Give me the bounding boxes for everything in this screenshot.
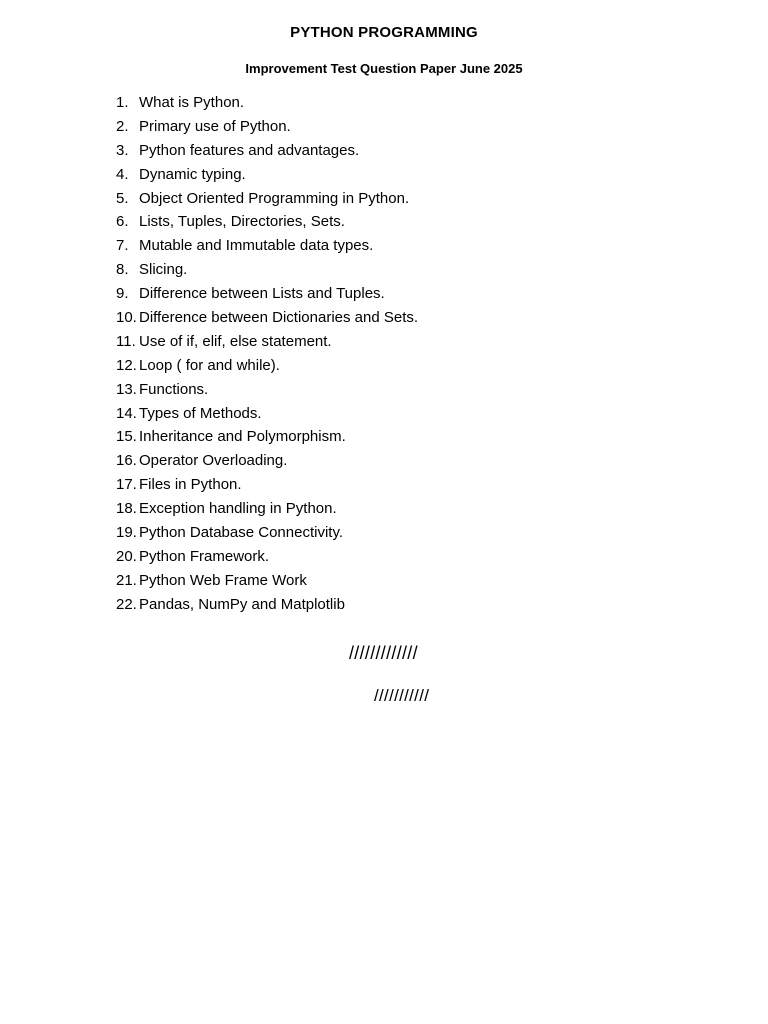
question-item — [116, 332, 418, 356]
question-item — [116, 141, 418, 165]
question-text: Primary use of Python. — [139, 117, 291, 135]
end-mark-short: /////////// — [374, 686, 430, 705]
question-item — [116, 595, 418, 619]
question-text: Python features and advantages. — [139, 141, 360, 159]
question-item — [116, 308, 418, 332]
question-item — [116, 404, 418, 428]
question-number: 3. — [116, 141, 129, 159]
question-text: Python Web Frame Work — [139, 571, 307, 589]
question-item — [116, 356, 418, 380]
question-text: Python Database Connectivity. — [139, 524, 344, 542]
question-number: 15. — [116, 428, 137, 446]
question-item — [116, 165, 418, 189]
question-text: Difference between Lists and Tuples. — [139, 285, 385, 303]
question-item — [116, 284, 418, 308]
question-text: Exception handling in Python. — [139, 500, 337, 518]
question-number: 9. — [116, 285, 129, 303]
question-number: 17. — [116, 476, 137, 494]
question-number: 21. — [116, 571, 137, 589]
question-text: Loop ( for and while). — [139, 356, 280, 374]
question-number: 1. — [116, 94, 129, 111]
question-number: 6. — [116, 213, 129, 231]
question-item — [116, 260, 418, 284]
question-number: 8. — [116, 261, 129, 279]
question-text: Pandas, NumPy and Matplotlib — [139, 595, 345, 613]
question-item — [116, 380, 418, 404]
question-item — [116, 475, 418, 499]
question-number: 10. — [116, 309, 137, 327]
question-item — [116, 571, 418, 595]
question-number: 18. — [116, 500, 137, 518]
end-mark-long: ///////////// — [349, 643, 418, 663]
question-text: Python Framework. — [139, 547, 270, 565]
question-number: 14. — [116, 404, 137, 422]
question-text: Slicing. — [139, 261, 188, 279]
question-text: Functions. — [139, 380, 209, 398]
question-number: 19. — [116, 524, 137, 542]
question-list — [116, 93, 418, 619]
question-number: 4. — [116, 165, 129, 183]
question-number: 2. — [116, 117, 129, 135]
question-text: What is Python. — [139, 94, 245, 111]
document-title: PYTHON PROGRAMMING — [290, 24, 478, 41]
question-item — [116, 499, 418, 523]
document-subtitle: Improvement Test Question Paper June 2025 — [245, 61, 523, 76]
question-number: 16. — [116, 452, 137, 470]
question-text: Dynamic typing. — [139, 165, 246, 183]
question-item — [116, 212, 418, 236]
question-item — [116, 236, 418, 260]
question-number: 13. — [116, 380, 137, 398]
question-text: Mutable and Immutable data types. — [139, 237, 374, 255]
question-number: 22. — [116, 595, 137, 613]
question-number: 5. — [116, 189, 129, 207]
question-number: 12. — [116, 356, 137, 374]
question-number: 11. — [116, 332, 136, 350]
question-text: Types of Methods. — [139, 404, 262, 422]
question-item — [116, 451, 418, 475]
question-item — [116, 523, 418, 547]
question-item — [116, 117, 418, 141]
question-text: Inheritance and Polymorphism. — [139, 428, 346, 446]
question-item — [116, 189, 418, 213]
question-item — [116, 427, 418, 451]
question-text: Difference between Dictionaries and Sets. — [139, 309, 419, 327]
question-text: Files in Python. — [139, 476, 242, 494]
question-text: Object Oriented Programming in Python. — [139, 189, 410, 207]
question-item — [116, 93, 418, 117]
question-text: Use of if, elif, else statement. — [139, 332, 332, 350]
question-item — [116, 547, 418, 571]
question-text: Lists, Tuples, Directories, Sets. — [139, 213, 345, 231]
question-number: 7. — [116, 237, 129, 255]
question-text: Operator Overloading. — [139, 452, 288, 470]
question-number: 20. — [116, 547, 137, 565]
